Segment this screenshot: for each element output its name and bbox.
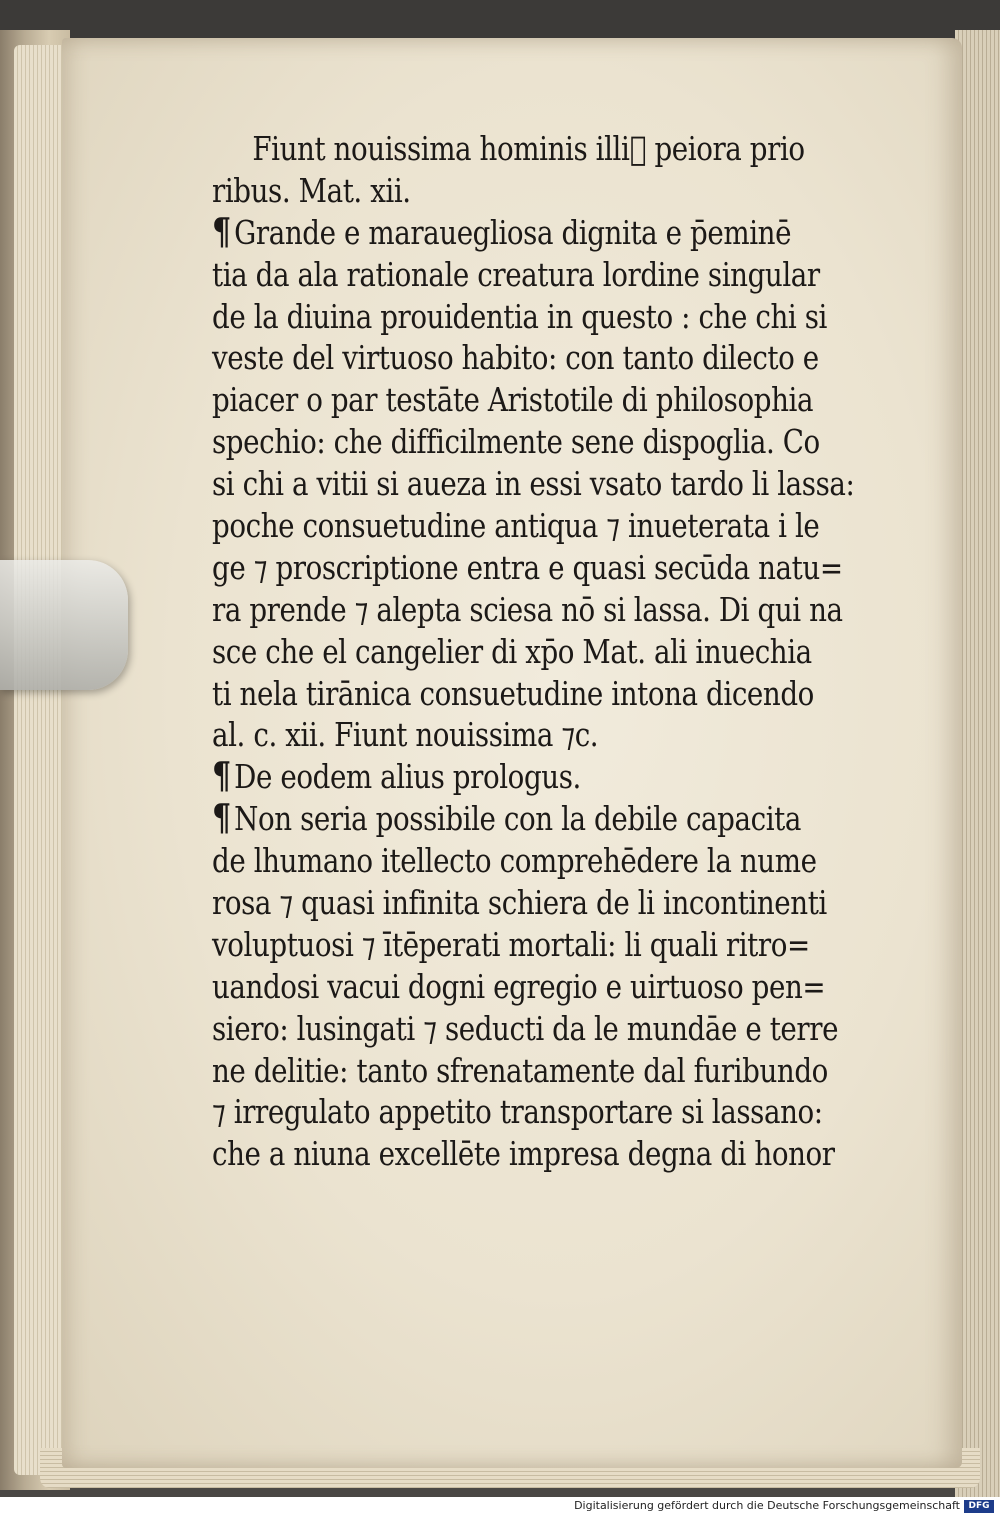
text-line-content: Non seria possibile con la debile capacita [234, 799, 801, 839]
text-line: rosa ⁊ quasi infinita schiera de li incontinenti [212, 883, 827, 923]
text-line: siero: lusingati ⁊ seducti da le mundāe e terre [212, 1008, 839, 1048]
text-line: de la diuina prouidentia in questo : che chi si [212, 296, 827, 336]
section-heading: De eodem alius prologus. [234, 757, 581, 797]
text-line: veste del virtuoso habito: con tanto dilecto e [212, 338, 819, 378]
dfg-logo: DFG [964, 1500, 994, 1513]
pilcrow-mark: ¶ [212, 797, 231, 840]
text-line: ti nela tirānica consuetudine intona dicendo [212, 673, 814, 713]
text-line: si chi a vitii si aueza in essi vsato tardo li lassa: [212, 464, 855, 504]
text-line: poche consuetudine antiqua ⁊ inueterata i le [212, 506, 820, 546]
text-line [212, 797, 801, 840]
text-line: sce che el cangelier di xp̄o Mat. ali inuechia [212, 631, 812, 671]
text-line [212, 756, 792, 798]
text-line: voluptuosi ⁊ ītēperati mortali: li quali ritro= [212, 924, 810, 964]
text-line: ra prende ⁊ alepta sciesa nō si lassa. Di qui na [212, 589, 843, 629]
text-line: Fiunt nouissima hominis illi᷒ peiora prio [252, 129, 805, 168]
plastic-page-clip [0, 560, 128, 690]
digitization-footer [0, 1497, 1000, 1517]
text-line: piacer o par testāte Aristotile di philosophia [212, 380, 814, 420]
pilcrow-mark: ¶ [212, 755, 231, 798]
text-line: de lhumano itellecto comprehēdere la nume [212, 841, 817, 881]
text-line: uandosi vacui dogni egregio e uirtuoso pen= [212, 966, 826, 1006]
pilcrow-mark: ¶ [212, 210, 231, 253]
text-line-content: Grande e marauegliosa dignita e p̄eminē [234, 212, 792, 252]
funding-credit: Digitalisierung gefördert durch die Deutsche Forschungsgemeinschaft [574, 1499, 960, 1512]
text-line: tia da ala rationale creatura lordine singular [212, 254, 820, 294]
text-line: ge ⁊ proscriptione entra e quasi secūda natu= [212, 547, 843, 587]
text-line: spechio: che difficilmente sene dispoglia. Co [212, 422, 820, 462]
text-line: ne delitie: tanto sfrenatamente dal furibundo [212, 1050, 828, 1090]
text-line: ⁊ irregulato appetito transportare si lassano: [212, 1092, 823, 1132]
printed-text [212, 128, 902, 1175]
text-line: che a niuna excellēte impresa degna di honor [212, 1134, 835, 1174]
text-line: ribus. Mat. xii. [212, 170, 411, 210]
text-line [212, 212, 792, 254]
text-line: al. c. xii. Fiunt nouissima ⁊c. [212, 715, 599, 755]
